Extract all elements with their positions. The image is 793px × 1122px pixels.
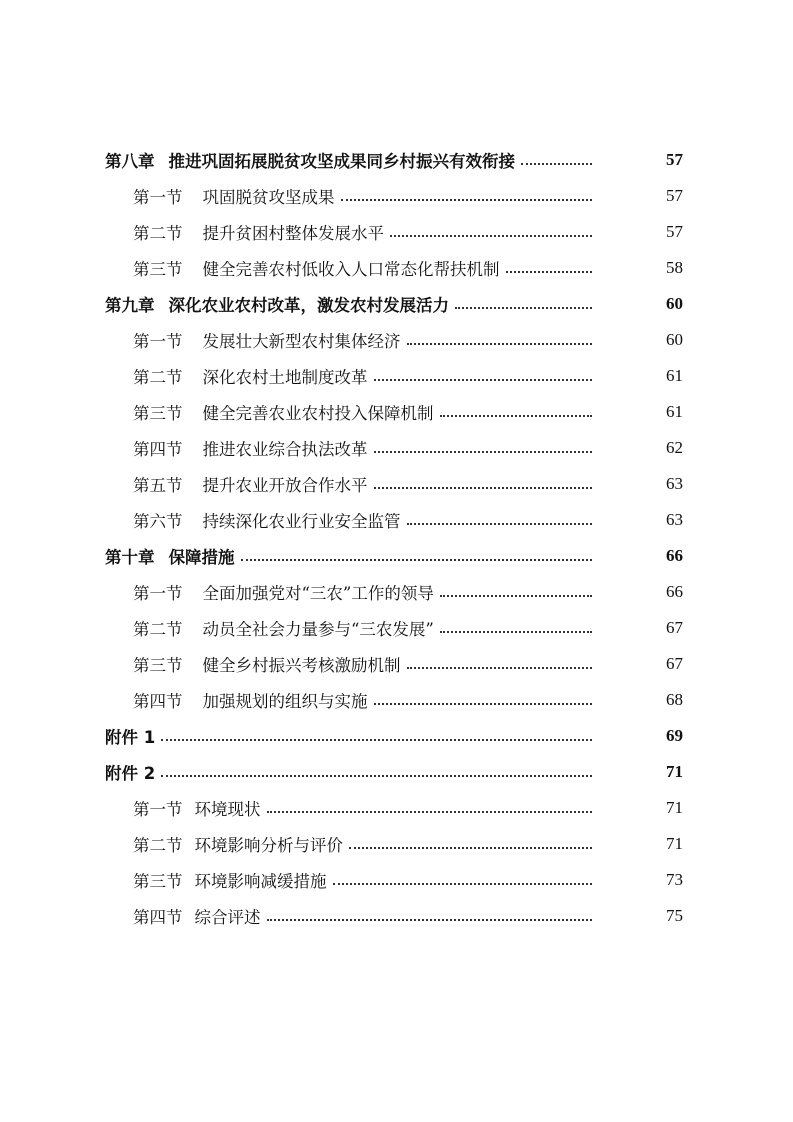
dot-leader: [267, 811, 593, 813]
dot-leader: [341, 199, 593, 201]
toc-entry-label: [0, 256, 500, 280]
dot-leader-container: [401, 663, 599, 665]
page-number: 61: [666, 366, 683, 385]
section-number: 第一节: [133, 800, 183, 819]
toc-entry-section[interactable]: [0, 214, 793, 250]
toc-entry-label: [0, 652, 401, 676]
page-number: 68: [666, 690, 683, 709]
section-number: 第二节: [133, 836, 183, 855]
toc-entry-title: 推进农业综合执法改革: [202, 440, 368, 459]
page-number: 75: [666, 906, 683, 925]
toc-entry-chapter[interactable]: [0, 142, 793, 178]
toc-entry-title: 巩固脱贫攻坚成果: [202, 188, 335, 207]
page-number: 69: [666, 726, 683, 745]
section-number: 第四节: [133, 908, 183, 927]
dot-leader: [440, 631, 592, 633]
page-number: 71: [666, 834, 683, 853]
toc-entry-label: [0, 688, 368, 712]
toc-entry-label: [0, 544, 235, 568]
dot-leader-container: [368, 699, 599, 701]
dot-leader: [333, 883, 593, 885]
dot-leader-container: [500, 267, 599, 269]
toc-entry-title: 环境影响减缓措施: [194, 872, 327, 891]
toc-entry-title: 健全乡村振兴考核激励机制: [202, 656, 401, 675]
chapter-number: 第八章: [105, 152, 155, 171]
section-number: 第三节: [133, 404, 183, 423]
toc-entry-label: [0, 400, 434, 424]
toc-entry-title: 附件 1: [105, 728, 156, 747]
dot-leader: [374, 703, 593, 705]
section-number: 第二节: [133, 224, 183, 243]
chapter-number: 第十章: [105, 548, 155, 567]
dot-leader-container: [401, 339, 599, 341]
toc-entry-section[interactable]: [0, 250, 793, 286]
section-number: 第三节: [133, 656, 183, 675]
dot-leader: [407, 523, 593, 525]
page-number: 73: [666, 870, 683, 889]
dot-leader-container: [368, 375, 599, 377]
toc-entry-title: 健全完善农村低收入人口常态化帮扶机制: [202, 260, 500, 279]
page-number: 62: [666, 438, 683, 457]
toc-entry-label: [0, 148, 515, 172]
toc-entry-appendix-section[interactable]: [0, 790, 793, 826]
page-number: 60: [666, 294, 683, 313]
page-number: 71: [666, 762, 683, 781]
toc-entry-section[interactable]: [0, 322, 793, 358]
toc-entry-label: [0, 472, 368, 496]
toc-entry-appendix-section[interactable]: [0, 826, 793, 862]
section-number: 第一节: [133, 584, 183, 603]
page-number: 67: [666, 654, 683, 673]
page-number: 58: [666, 258, 683, 277]
dot-leader-container: [515, 159, 598, 161]
section-number: 第三节: [133, 872, 183, 891]
toc-entry-label: [0, 616, 434, 640]
dot-leader-container: [343, 843, 598, 845]
toc-entry-section[interactable]: [0, 574, 793, 610]
dot-leader-container: [434, 627, 598, 629]
toc-entry-section[interactable]: [0, 394, 793, 430]
dot-leader-container: [155, 771, 598, 773]
section-number: 第一节: [133, 332, 183, 351]
toc-entry-section[interactable]: [0, 358, 793, 394]
toc-entry-label: [0, 328, 401, 352]
toc-entry-section[interactable]: [0, 646, 793, 682]
toc-entry-title: 加强规划的组织与实施: [202, 692, 368, 711]
toc-entry-label: [0, 220, 384, 244]
toc-entry-title: 保障措施: [168, 548, 235, 567]
toc-entry-section[interactable]: [0, 466, 793, 502]
dot-leader: [440, 595, 592, 597]
toc-entry-label: [0, 904, 261, 928]
section-number: 第五节: [133, 476, 183, 495]
toc-entry-title: 提升农业开放合作水平: [202, 476, 368, 495]
dot-leader: [267, 919, 593, 921]
toc-entry-label: [0, 436, 368, 460]
toc-entry-label: [0, 184, 335, 208]
dot-leader: [241, 559, 593, 561]
toc-entry-title: 推进巩固拓展脱贫攻坚成果同乡村振兴有效衔接: [168, 152, 515, 171]
dot-leader: [521, 163, 592, 165]
toc-entry-label: [0, 796, 261, 820]
section-number: 第四节: [133, 692, 183, 711]
page-number: 57: [666, 222, 683, 241]
dot-leader: [161, 775, 592, 777]
dot-leader-container: [155, 735, 598, 737]
page-number: 61: [666, 402, 683, 421]
page-number: 63: [666, 474, 683, 493]
toc-entry-section[interactable]: [0, 178, 793, 214]
dot-leader-container: [327, 879, 599, 881]
dot-leader-container: [434, 411, 599, 413]
page-number: 57: [666, 150, 683, 169]
toc-entry-title: 持续深化农业行业安全监管: [202, 512, 401, 531]
page-number: 57: [666, 186, 683, 205]
dot-leader-container: [261, 915, 599, 917]
chapter-number: 第九章: [105, 296, 155, 315]
page-number: 66: [666, 582, 683, 601]
toc-entry-section[interactable]: [0, 502, 793, 538]
toc-entry-chapter[interactable]: [0, 538, 793, 574]
toc-entry-label: [0, 724, 155, 748]
dot-leader: [374, 451, 593, 453]
section-number: 第六节: [133, 512, 183, 531]
toc-entry-chapter[interactable]: [0, 286, 793, 322]
page-number: 67: [666, 618, 683, 637]
toc-entry-appendix[interactable]: [0, 754, 793, 790]
toc-entry-label: [0, 760, 155, 784]
section-number: 第三节: [133, 260, 183, 279]
toc-entry-title: 全面加强党对“三农”工作的领导: [202, 584, 434, 603]
dot-leader: [455, 307, 592, 309]
table-of-contents: [0, 142, 793, 934]
section-number: 第二节: [133, 368, 183, 387]
dot-leader-container: [335, 195, 599, 197]
dot-leader: [440, 415, 593, 417]
page-number: 60: [666, 330, 683, 349]
dot-leader: [374, 487, 593, 489]
toc-entry-section[interactable]: [0, 430, 793, 466]
toc-entry-appendix-section[interactable]: [0, 898, 793, 934]
dot-leader-container: [401, 519, 599, 521]
toc-entry-label: [0, 292, 449, 316]
dot-leader-container: [261, 807, 599, 809]
toc-entry-title: 深化农村土地制度改革: [202, 368, 368, 387]
page-number: 71: [666, 798, 683, 817]
section-number: 第二节: [133, 620, 183, 639]
dot-leader-container: [384, 231, 598, 233]
dot-leader: [407, 343, 593, 345]
toc-entry-label: [0, 580, 434, 604]
dot-leader-container: [434, 591, 598, 593]
dot-leader-container: [235, 555, 599, 557]
toc-entry-label: [0, 832, 343, 856]
toc-entry-label: [0, 868, 327, 892]
page-number: 66: [666, 546, 683, 565]
toc-entry-section[interactable]: [0, 682, 793, 718]
toc-entry-title: 发展壮大新型农村集体经济: [202, 332, 401, 351]
toc-entry-label: [0, 508, 401, 532]
toc-entry-title: 健全完善农业农村投入保障机制: [202, 404, 434, 423]
toc-entry-appendix[interactable]: [0, 718, 793, 754]
dot-leader: [161, 739, 592, 741]
dot-leader: [407, 667, 593, 669]
dot-leader-container: [368, 483, 599, 485]
dot-leader: [390, 235, 592, 237]
toc-entry-title: 综合评述: [194, 908, 261, 927]
dot-leader: [349, 847, 592, 849]
section-number: 第四节: [133, 440, 183, 459]
dot-leader-container: [449, 303, 598, 305]
dot-leader: [374, 379, 593, 381]
toc-entry-title: 环境影响分析与评价: [194, 836, 343, 855]
dot-leader: [506, 271, 593, 273]
page-number: 63: [666, 510, 683, 529]
toc-entry-label: [0, 364, 368, 388]
toc-entry-title: 深化农业农村改革，激发农村发展活力: [168, 296, 449, 315]
toc-entry-title: 环境现状: [194, 800, 261, 819]
toc-entry-title: 提升贫困村整体发展水平: [202, 224, 384, 243]
toc-entry-title: 动员全社会力量参与“三农发展”: [202, 620, 434, 639]
toc-entry-appendix-section[interactable]: [0, 862, 793, 898]
section-number: 第一节: [133, 188, 183, 207]
toc-entry-title: 附件 2: [105, 764, 156, 783]
dot-leader-container: [368, 447, 599, 449]
toc-entry-section[interactable]: [0, 610, 793, 646]
